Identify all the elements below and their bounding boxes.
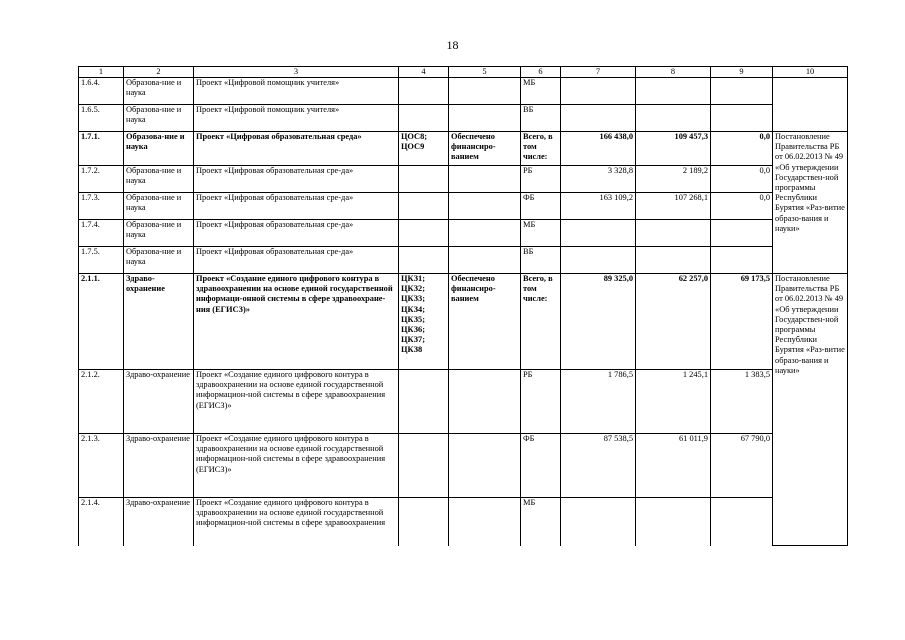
cell-c2: Образова-ние и наука	[124, 247, 194, 274]
cell-c2: Здраво-охранение	[124, 370, 194, 434]
table-row	[79, 166, 848, 193]
header-row	[79, 67, 848, 78]
cell-c8: 61 011,9	[636, 434, 711, 498]
col-header: 3	[194, 67, 399, 78]
cell-c9	[711, 105, 773, 132]
cell-c5	[449, 193, 521, 220]
cell-c1: 1.7.2.	[79, 166, 124, 193]
table-row	[79, 220, 848, 247]
cell-c2: Здраво-охранение	[124, 274, 194, 370]
cell-c3: Проект «Цифровой помощник учителя»	[194, 78, 399, 105]
cell-c8	[636, 220, 711, 247]
cell-c9: 0,0	[711, 166, 773, 193]
cell-c9: 1 383,5	[711, 370, 773, 434]
cell-c3: Проект «Цифровая образовательная среда»	[194, 132, 399, 166]
cell-c9	[711, 498, 773, 546]
cell-c6: МБ	[521, 498, 561, 546]
cell-c6: Всего, в том числе:	[521, 274, 561, 370]
cell-c4	[399, 247, 449, 274]
cell-c5	[449, 498, 521, 546]
cell-c9: 69 173,5	[711, 274, 773, 370]
cell-c2: Образова-ние и наука	[124, 220, 194, 247]
cell-c3: Проект «Цифровая образовательная сре-да»	[194, 166, 399, 193]
cell-c1: 2.1.3.	[79, 434, 124, 498]
cell-c1: 2.1.1.	[79, 274, 124, 370]
cell-c5	[449, 166, 521, 193]
cell-c5: Обеспечено финансиро-ванием	[449, 132, 521, 166]
table-row	[79, 247, 848, 274]
cell-c9: 67 790,0	[711, 434, 773, 498]
cell-c8: 2 189,2	[636, 166, 711, 193]
cell-c1: 1.7.1.	[79, 132, 124, 166]
cell-c2: Здраво-охранение	[124, 498, 194, 546]
col-header: 9	[711, 67, 773, 78]
col-header: 2	[124, 67, 194, 78]
cell-c1: 1.7.3.	[79, 193, 124, 220]
table-row	[79, 105, 848, 132]
col-header: 8	[636, 67, 711, 78]
cell-c8	[636, 247, 711, 274]
cell-c5	[449, 247, 521, 274]
col-header: 10	[773, 67, 848, 78]
data-table	[78, 66, 848, 546]
cell-c9	[711, 220, 773, 247]
cell-c8	[636, 78, 711, 105]
cell-c2: Образова-ние и наука	[124, 132, 194, 166]
cell-c3: Проект «Цифровая образовательная сре-да»	[194, 220, 399, 247]
cell-c8: 62 257,0	[636, 274, 711, 370]
cell-c7	[561, 220, 636, 247]
table-row	[79, 78, 848, 105]
cell-c4: ЦКЗ1; ЦКЗ2; ЦКЗ3; ЦКЗ4; ЦКЗ5; ЦКЗ6; ЦКЗ7; ЦКЗ8	[399, 274, 449, 370]
cell-c2: Здраво-охранение	[124, 434, 194, 498]
cell-c1: 1.7.4.	[79, 220, 124, 247]
cell-c7	[561, 105, 636, 132]
cell-c2: Образова-ние и наука	[124, 166, 194, 193]
col-header: 1	[79, 67, 124, 78]
cell-c5	[449, 220, 521, 247]
cell-c7	[561, 498, 636, 546]
cell-c1: 1.7.5.	[79, 247, 124, 274]
cell-c9: 0,0	[711, 132, 773, 166]
cell-c7: 3 328,8	[561, 166, 636, 193]
cell-c6: ВБ	[521, 105, 561, 132]
cell-c10-education-basis: Постановление Правительства РБ от 06.02.2013 № 49 «Об утверждении Государствен-ной программы Республики Бурятия «Раз-витие образо-вания и науки»	[773, 132, 848, 274]
cell-c6: ВБ	[521, 247, 561, 274]
cell-c8	[636, 105, 711, 132]
cell-c4	[399, 105, 449, 132]
table-row	[79, 498, 848, 546]
cell-c4	[399, 193, 449, 220]
table-row	[79, 370, 848, 434]
cell-c3: Проект «Цифровая образовательная сре-да»	[194, 247, 399, 274]
cell-c7: 89 325,0	[561, 274, 636, 370]
table-row	[79, 274, 848, 370]
cell-c3: Проект «Цифровая образовательная сре-да»	[194, 193, 399, 220]
cell-c6: Всего, в том числе:	[521, 132, 561, 166]
cell-c7	[561, 78, 636, 105]
cell-c4: ЦОС8; ЦОС9	[399, 132, 449, 166]
cell-c8: 109 457,3	[636, 132, 711, 166]
cell-c3: Проект «Создание единого цифрового контура в здравоохранении на основе единой государственной информаци-онной системы в сфере здравоохране-ния (ЕГИСЗ)»	[194, 274, 399, 370]
cell-c7: 166 438,0	[561, 132, 636, 166]
cell-c4	[399, 166, 449, 193]
cell-c2: Образова-ние и наука	[124, 105, 194, 132]
cell-c1: 1.6.4.	[79, 78, 124, 105]
table-row	[79, 193, 848, 220]
cell-c4	[399, 434, 449, 498]
cell-c6: МБ	[521, 220, 561, 247]
cell-c10-health-basis: Постановление Правительства РБ от 06.02.2013 № 49 «Об утверждении Государствен-ной программы Республики Бурятия «Раз-витие образо-вания и науки»	[773, 274, 848, 546]
cell-c5: Обеспечено финансиро-ванием	[449, 274, 521, 370]
cell-c4	[399, 220, 449, 247]
cell-c2: Образова-ние и наука	[124, 78, 194, 105]
cell-c2: Образова-ние и наука	[124, 193, 194, 220]
cell-c6: РБ	[521, 166, 561, 193]
cell-c5	[449, 78, 521, 105]
cell-c3: Проект «Цифровой помощник учителя»	[194, 105, 399, 132]
cell-c3: Проект «Создание единого цифрового контура в здравоохранении на основе единой государственной информацион-ной системы в сфере здравоохранения (ЕГИСЗ)»	[194, 370, 399, 434]
col-header: 5	[449, 67, 521, 78]
cell-c1: 2.1.2.	[79, 370, 124, 434]
cell-c5	[449, 370, 521, 434]
col-header: 6	[521, 67, 561, 78]
cell-c1: 2.1.4.	[79, 498, 124, 546]
cell-c9	[711, 78, 773, 105]
cell-c8: 1 245,1	[636, 370, 711, 434]
cell-c9: 0,0	[711, 193, 773, 220]
cell-c6: ФБ	[521, 193, 561, 220]
table-row	[79, 132, 848, 166]
col-header: 4	[399, 67, 449, 78]
cell-c8	[636, 498, 711, 546]
cell-c6: РБ	[521, 370, 561, 434]
cell-c4	[399, 78, 449, 105]
cell-c4	[399, 370, 449, 434]
cell-c7: 163 109,2	[561, 193, 636, 220]
cell-c5	[449, 105, 521, 132]
cell-c3: Проект «Создание единого цифрового контура в здравоохранении на основе единой государственной информацион-ной системы в сфере здравоохранения (ЕГИСЗ)»	[194, 434, 399, 498]
cell-c5	[449, 434, 521, 498]
cell-c6: ФБ	[521, 434, 561, 498]
cell-c7: 1 786,5	[561, 370, 636, 434]
cell-c4	[399, 498, 449, 546]
table-body	[79, 78, 848, 546]
cell-c7: 87 538,5	[561, 434, 636, 498]
cell-c10-empty	[773, 78, 848, 132]
cell-c1: 1.6.5.	[79, 105, 124, 132]
cell-c8: 107 268,1	[636, 193, 711, 220]
cell-c7	[561, 247, 636, 274]
col-header: 7	[561, 67, 636, 78]
cell-c6: МБ	[521, 78, 561, 105]
cell-c9	[711, 247, 773, 274]
cell-c3: Проект «Создание единого цифрового контура в здравоохранении на основе единой государственной информацион-ной системы в сфере здравоохранения	[194, 498, 399, 546]
table-row	[79, 434, 848, 498]
page-number: 18	[446, 38, 459, 52]
